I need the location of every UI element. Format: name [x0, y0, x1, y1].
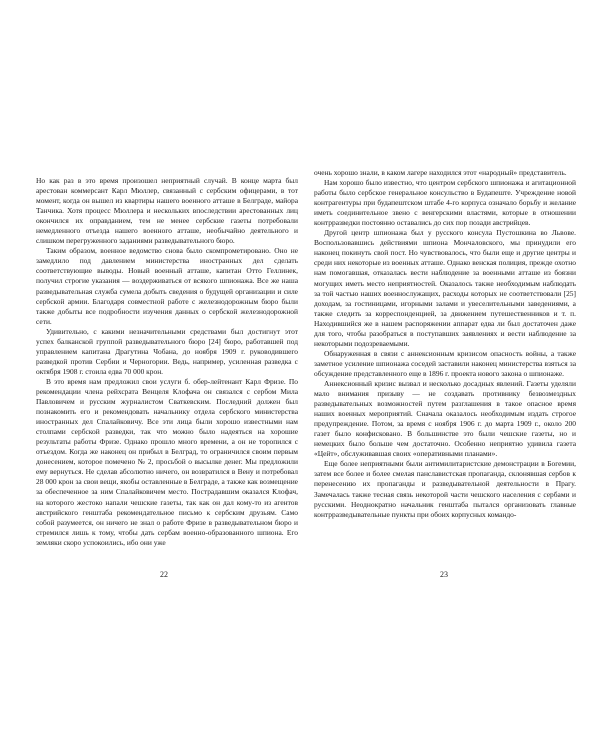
- paragraph: Нам хорошо было известно, что центром сербского шпионажа и агитационной работы было сербское генеральное консульство в Будапеште. Учреждение новой контрагентуры при будапештском штабе 4-го корпуса означало борьбу и желание иметь соединительное звено с венгерскими властями, которые в отношении контрразведки постоянно оставались до сих пор позади австрийцев.: [314, 178, 576, 228]
- paragraph: Таким образом, военное ведомство снова было скомпрометировано. Оно не замедлило под давлением министерства иностранных дел сделать соответствующие выводы. Новый военный атташе, капитан Отто Геллинек, получил строгие указания — воздерживаться от всякого шпионажа. Все же наша разведывательная служба сумела добыть сведения о будущей организации и силе сербской армии. Благодаря совместной работе с железнодорожным бюро были также добыты все подробности изучения данных о сербской железнодорожной сети.: [36, 246, 298, 326]
- paragraph: Но как раз в это время произошел неприятный случай. В конце марта был арестован коммерсант Карл Мюллер, связанный с сербским офицерами, в тот момент, когда он вышел из квартиры нашего военного атташе в Белграде, майора Танчика. Хотя процесс Мюллера и нескольких впоследствии арестованных лиц окончился их оправданием, тем не менее сербские газеты потребовали немедленного отъезда нашего военного атташе, необычайно деятельного и слишком перегруженного заданиями разведывательного бюро.: [36, 176, 298, 246]
- right-page-text: [314, 168, 576, 520]
- paragraph: Еще более неприятными были антимилитаристские демонстрации в Богемии, затем все более и более смелая панславистская пропаганда, склонявшая сербов к перенесению их пропаганды и разведывательной деятельности в Прагу. Замечалась также тесная связь некоторой части чешского населения с сербами и русскими. Неоднократно начальник генштаба пытался организовать главные контрразведывательные пункты при обоих корпусных командо-: [314, 459, 576, 519]
- paragraph: Аннексионный кризис вызвал и несколько досадных явлений. Газеты уделяли мало внимания призыву — не создавать противнику безвозмездных разведывательных возможностей путем разглашения в такое опасное время наших военных мероприятий. Сначала оказалось необходимым издать строгое предупреждение. Потом, за время с ноября 1906 г. до марта 1909 г., около 200 газет было конфисковано. В большинстве это были чешские газеты, но и немецких было больше чем достаточно. Особенно неприятно удивила газета «Цейт», обслуживавшая своих «оперативными планами».: [314, 378, 576, 459]
- paragraph: Обнаруженная в связи с аннексионным кризисом опасность войны, а также заметное усиление шпионажа соседей заставили наконец министерства взяться за обсуждение представленного еще в 1896 г. проекта нового закона о шпионаже.: [314, 348, 576, 378]
- paragraph: Другой центр шпионажа был у русского консула Пустошкина во Львове. Воспользовавшись действиями шпиона Мончаловского, мы принудили его наконец покинуть свой пост. Но чувствовалось, что были еще и другие центры и среди них некоторые из военных атташе. Однако венская полиция, прежде охотно нам помогавшая, отказалась вести наблюдение за военными атташе из боязни могущих иметь место неприятностей. Оказалось также необходимым наблюдать за той частью наших военнослужащих, расходы которых не соответствовали [25] доходам, за гостиницами, игорными залами и увеселительными заведениями, а также следить за корреспонденцией, за движением путешественников и т. п. Находившийся же в нашем распоряжении аппарат едва ли был достаточен даже для того, чтобы разобраться в поступавших заявлениях и вести наблюдение за некоторыми подозреваемыми.: [314, 228, 576, 348]
- paragraph: В это время нам предложил свои услуги б. обер-лейтенант Карл Фризе. По рекомендации члена рейхсрата Венцеля Клофача он связался с сербом Мила Павловичем и русским журналистом Сваткевским. Последний должен был познакомить его и рекомендовать начальнику отдела сербского министерства иностранных дел Спалайковичу. Все эти лица были хорошо известными нам столпами сербской разведки, так что можно было надеяться на хорошие результаты работы Фризе. Однако прошло много времени, а он не торопился с отъездом. Когда же наконец он прибыл в Белград, то ограничился своим первым донесением, которое помечено № 2, просьбой о высылке денег. Мы предложили ему вернуться. Не сделав абсолютно ничего, он возвратился в Вену и потребовал 28 000 крон за свои вещи, якобы оставленные в Белграде, а также как возмещение за обеспеченное за ним Спалайковичем место. Пострадавшим оказался Клофач, на которого жестоко напали чешские газеты, так как он дал кому-то из агентов австрийского генштаба рекомендательное письмо к сербским друзьям. Само собой разумеется, он ничего не знал о работе Фризе в разведывательном бюро и стремился лишь к тому, чтобы дать сербам военно-образованного шпиона. Его земляки скоро успокоились, ибо они уже: [36, 376, 298, 547]
- right-page-number: 23: [440, 570, 448, 579]
- paragraph: очень хорошо знали, в каком лагере находился этот «народный» представитель.: [314, 168, 567, 177]
- left-page-number: 22: [160, 570, 168, 579]
- left-page-text: [36, 176, 298, 548]
- paragraph: Удивительно, с какими незначительными средствами был достигнут этот успех балканской группой разведывательного бюро [24] бюро, работавшей под управлением капитана Драгутина Чобана, до ноября 1909 г. руководившего разведкой против Сербии и Черногории. Ведь, например, усиленная разведка с октября 1908 г. стоила едва 70 000 крон.: [36, 326, 298, 376]
